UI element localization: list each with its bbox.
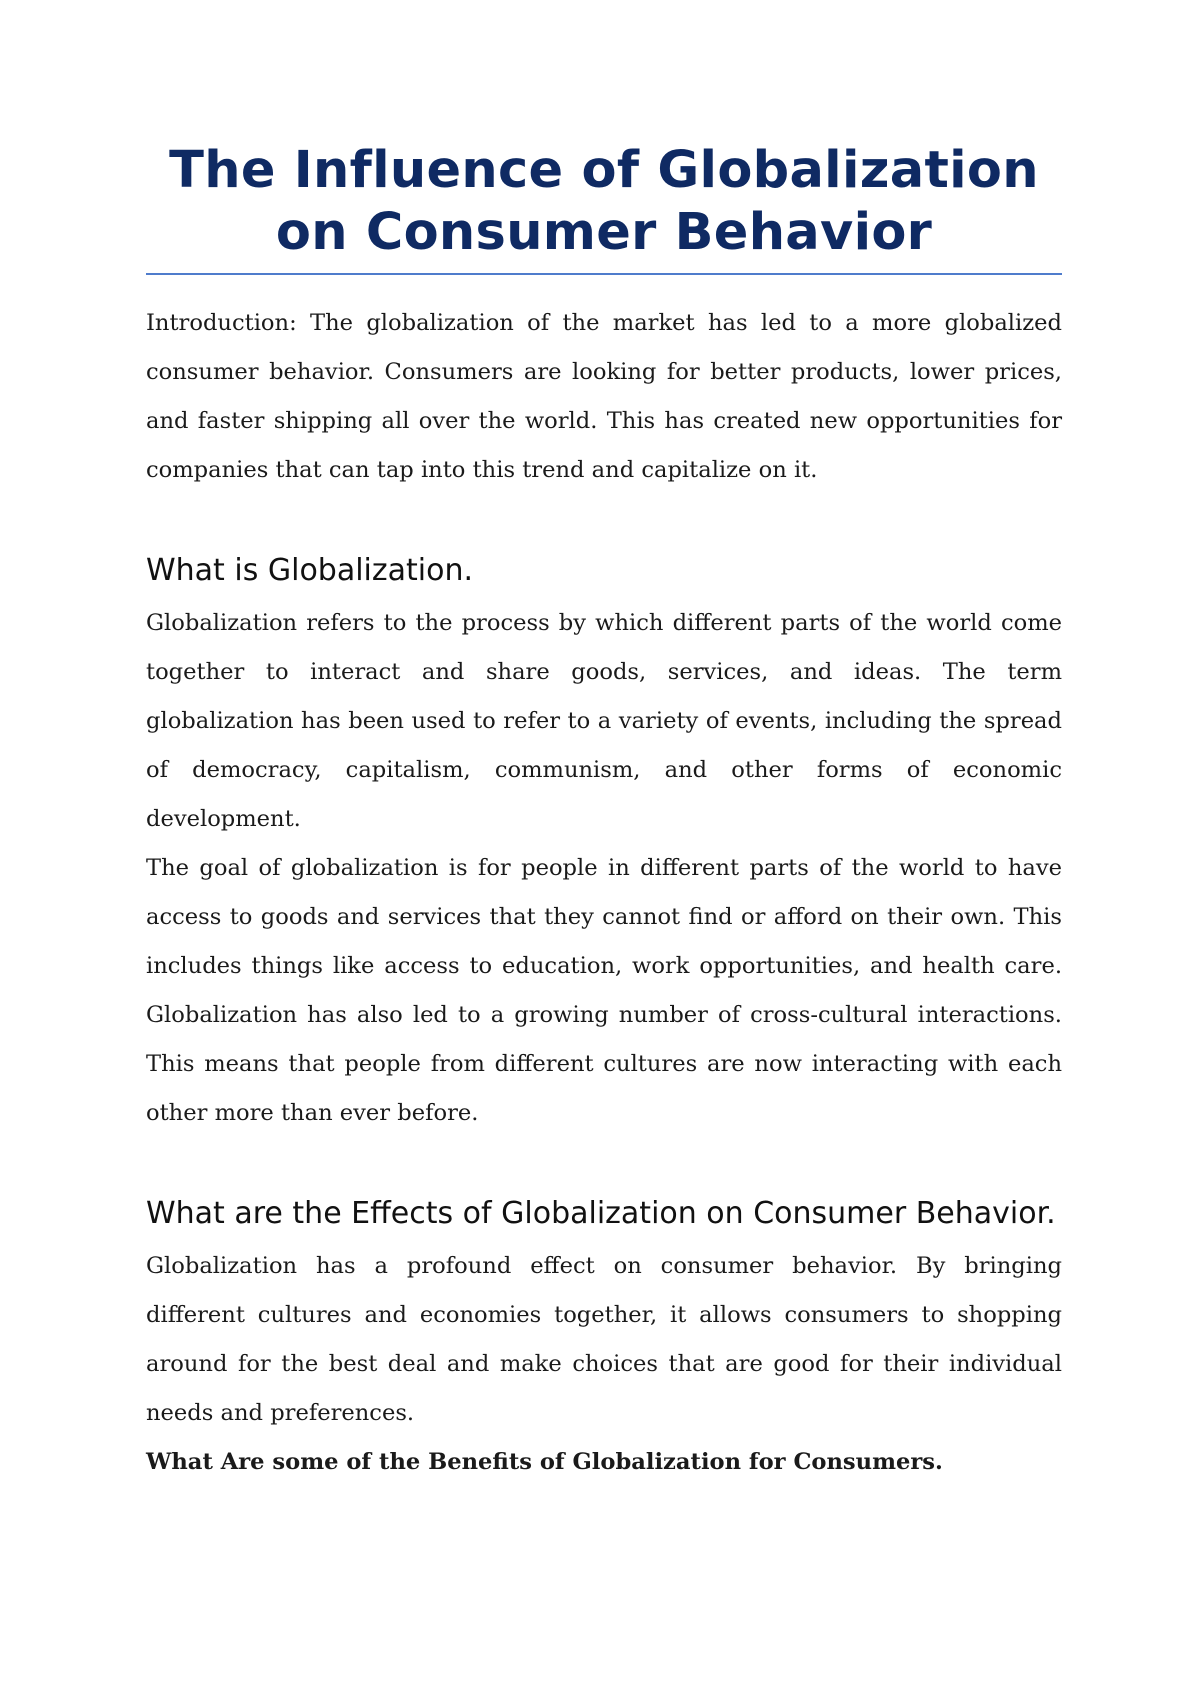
body-paragraph: Globalization has a profound effect on consumer behavior. By bringing different cultures and economies together, it allows consumers to shopping around for the best deal and make choices that are good for their individual needs and preferences. bbox=[146, 1253, 1062, 1426]
title-underline bbox=[146, 273, 1062, 275]
section-heading-what-is-globalization: What is Globalization. bbox=[146, 553, 474, 588]
document-page bbox=[146, 140, 1062, 1487]
body-paragraph: Globalization refers to the process by which different parts of the world come together to interact and share goods, services, and ideas. The term globalization has been used to refer to a variety of events, including the spread of democracy, capitalism, communism, and other forms of economic development. bbox=[146, 610, 1062, 832]
section-heading-effects-of-globalization: What are the Effects of Globalization on Consumer Behavior. bbox=[146, 1196, 1056, 1231]
body-paragraph: The goal of globalization is for people in different parts of the world to have access to goods and services that they cannot find or afford on their own. This includes things like access to education, work opportunities, and health care. Globalization has also led to a growing number of cross-cultural interactions. This means that people from different cultures are now interacting with each other more than ever before. bbox=[146, 855, 1062, 1126]
document-title: The Influence of Globalization on Consumer Behavior bbox=[169, 141, 1039, 262]
bold-subheading-benefits: What Are some of the Benefits of Globalization for Consumers. bbox=[146, 1449, 943, 1475]
intro-paragraph: Introduction: The globalization of the market has led to a more globalized consumer behavior. Consumers are looking for better products, lower prices, and faster shipping all over the world. This has created new opportunities for companies that can tap into this trend and capitalize on it. bbox=[146, 310, 1062, 483]
